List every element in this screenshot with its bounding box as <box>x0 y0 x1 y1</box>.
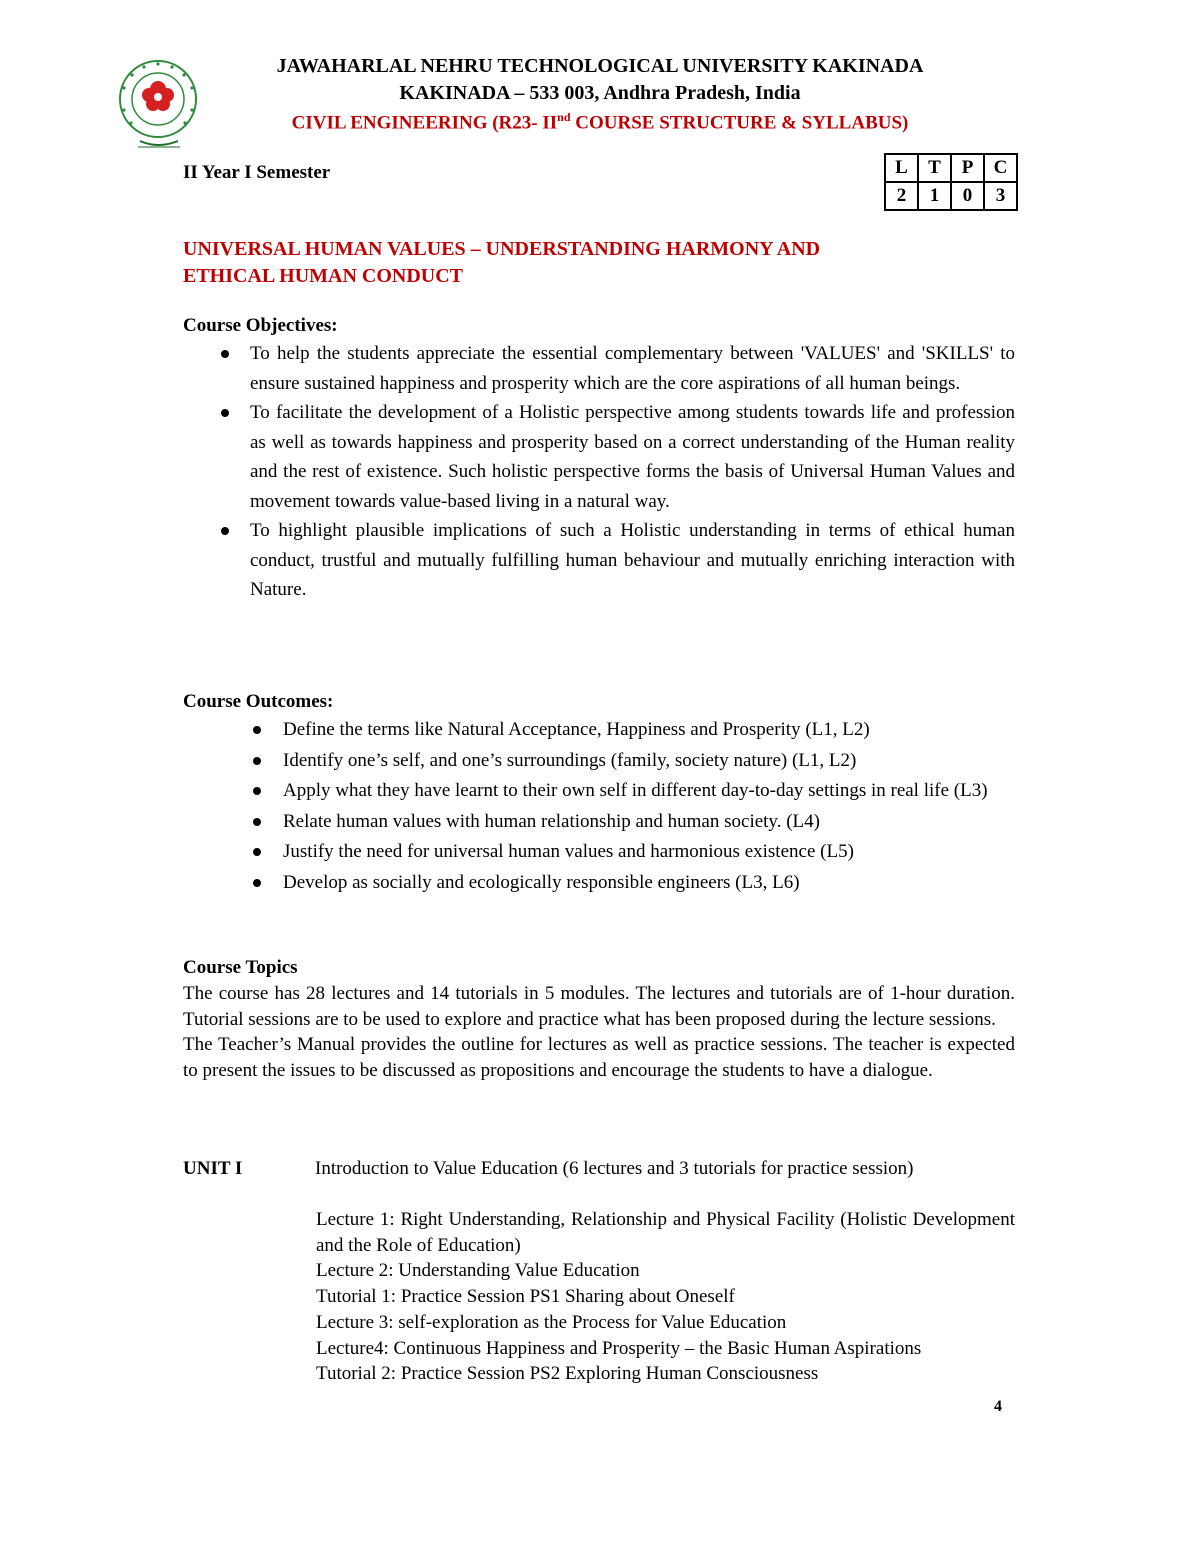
list-item <box>183 868 1015 899</box>
program-superscript: nd <box>557 110 571 124</box>
bullet-icon <box>253 726 261 734</box>
lecture-item: Lecture4: Continuous Happiness and Prosperity – the Basic Human Aspirations <box>316 1337 922 1359</box>
outcome-text: Relate human values with human relationship and human society. (L4) <box>283 810 820 832</box>
bullet-icon <box>221 527 229 535</box>
ltpc-value-cell: 1 <box>918 182 951 210</box>
unit-1-header <box>183 1156 1015 1182</box>
program-prefix: CIVIL ENGINEERING (R23- II <box>291 112 558 134</box>
university-address: KAKINADA – 533 003, Andhra Pradesh, India <box>399 82 801 104</box>
ltpc-header-cell: L <box>885 154 918 182</box>
list-item <box>183 339 1015 398</box>
objectives-heading: Course Objectives: <box>183 315 338 336</box>
list-item <box>183 837 1015 868</box>
bullet-icon <box>253 818 261 826</box>
objectives-section <box>183 312 1015 605</box>
outcome-text: Apply what they have learnt to their own self in different day-to-day settings in real life (L3) <box>283 780 988 801</box>
course-title-line-1: UNIVERSAL HUMAN VALUES – UNDERSTANDING HARMONY AND <box>183 238 821 260</box>
bullet-icon <box>221 409 229 417</box>
ltpc-header-cell: P <box>951 154 984 182</box>
objective-text: To highlight plausible implications of such a Holistic understanding in terms of ethical human conduct, trustful and mutually fulfilling human behaviour and mutually enriching interaction with Nature. <box>250 520 1015 600</box>
topics-paragraph-2: The Teacher’s Manual provides the outline for lectures as well as practice sessions. The teacher is expected to present the issues to be discussed as propositions and encourage the students to have a dialogue. <box>183 1034 1015 1081</box>
program-suffix: COURSE STRUCTURE & SYLLABUS) <box>570 112 909 134</box>
outcome-text: Identify one’s self, and one’s surroundings (family, society nature) (L1, L2) <box>283 749 857 771</box>
ltpc-value-cell: 3 <box>984 182 1017 210</box>
ltpc-table <box>884 153 1018 211</box>
unit-1-label: UNIT I <box>183 1158 243 1179</box>
lecture-item: Lecture 2: Understanding Value Education <box>316 1260 640 1282</box>
page-number: 4 <box>994 1398 1002 1415</box>
ltpc-value-cell: 0 <box>951 182 984 210</box>
university-name: JAWAHARLAL NEHRU TECHNOLOGICAL UNIVERSITY KAKINADA <box>276 55 924 77</box>
program-heading <box>190 110 1010 134</box>
objective-text: To help the students appreciate the essential complementary between 'VALUES' and 'SKILLS' to ensure sustained happiness and prosperity which are the core aspirations of all human beings. <box>250 343 1015 394</box>
topics-section <box>183 954 1015 1083</box>
list-item <box>183 715 1015 746</box>
outcomes-section <box>183 688 1015 898</box>
outcomes-heading: Course Outcomes: <box>183 691 334 712</box>
list-item <box>183 516 1015 605</box>
ltpc-value-cell: 2 <box>885 182 918 210</box>
course-title <box>183 236 963 290</box>
topics-heading: Course Topics <box>183 957 298 978</box>
outcome-text: Develop as socially and ecologically responsible engineers (L3, L6) <box>283 871 800 893</box>
bullet-icon <box>253 787 261 795</box>
objective-text: To facilitate the development of a Holistic perspective among students towards life and profession as well as towards happiness and prosperity based on a correct understanding of the Human reality and the rest of existence. Such holistic perspective forms the basis of Universal Human Values and movement towards value-based living in a natural way. <box>250 402 1015 512</box>
outcome-text: Define the terms like Natural Acceptance, Happiness and Prosperity (L1, L2) <box>283 719 870 740</box>
lecture-item: Lecture 1: Right Understanding, Relationship and Physical Facility (Holistic Development and the Role of Education) <box>316 1209 1015 1256</box>
unit-1-intro: Introduction to Value Education (6 lectures and 3 tutorials for practice session) <box>315 1158 914 1179</box>
list-item <box>183 807 1015 838</box>
ltpc-header-row <box>885 154 1017 182</box>
lecture-item: Tutorial 2: Practice Session PS2 Exploring Human Consciousness <box>316 1363 819 1385</box>
list-item <box>183 746 1015 777</box>
lecture-item: Tutorial 1: Practice Session PS1 Sharing about Oneself <box>316 1286 735 1308</box>
bullet-icon <box>253 757 261 765</box>
lecture-item: Lecture 3: self-exploration as the Process for Value Education <box>316 1311 787 1333</box>
list-item <box>183 776 1015 807</box>
unit-1-lectures <box>316 1207 1015 1387</box>
outcomes-list <box>183 715 1015 898</box>
ltpc-header-cell: C <box>984 154 1017 182</box>
topics-paragraph-1: The course has 28 lectures and 14 tutorials in 5 modules. The lectures and tutorials are of 1-hour duration. Tutorial sessions are to be used to explore and practice what has been proposed during the lecture sessions. <box>183 983 1015 1030</box>
outcome-text: Justify the need for universal human values and harmonious existence (L5) <box>283 841 854 862</box>
bullet-icon <box>253 879 261 887</box>
ltpc-value-row <box>885 182 1017 210</box>
objectives-list <box>183 339 1015 605</box>
bullet-icon <box>253 848 261 856</box>
ltpc-header-cell: T <box>918 154 951 182</box>
list-item <box>183 398 1015 516</box>
course-title-line-2: ETHICAL HUMAN CONDUCT <box>183 265 464 287</box>
semester-label: II Year I Semester <box>183 162 331 183</box>
bullet-icon <box>221 350 229 358</box>
